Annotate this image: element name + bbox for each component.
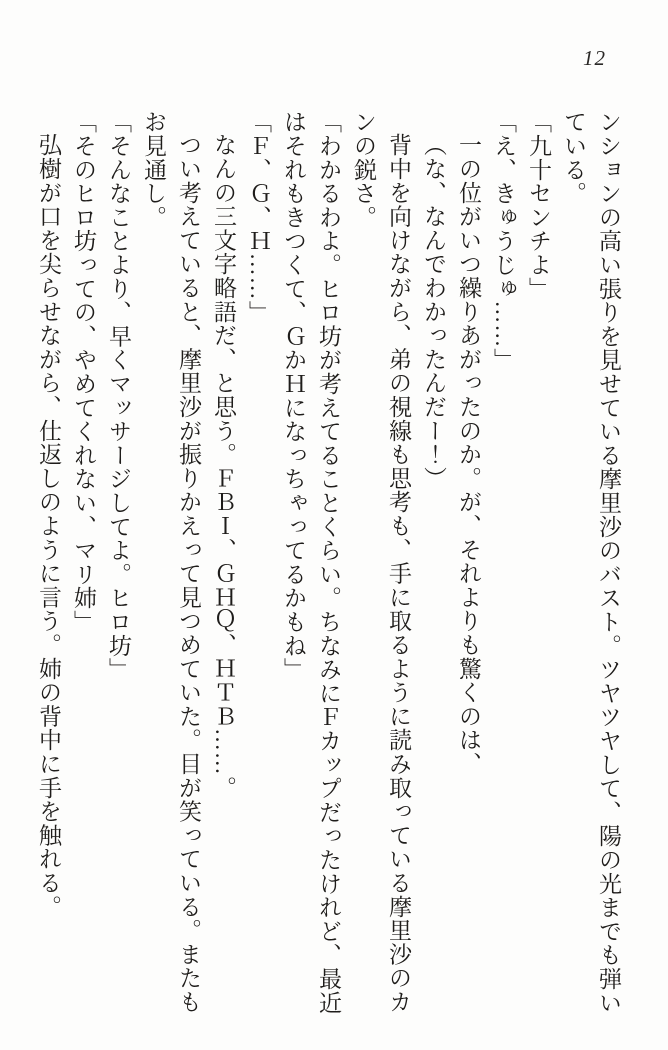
paragraph: 一の位がいつ繰りあがったのか。が、それよりも驚くのは、 [456, 133, 481, 776]
paragraph: 「九十センチよ」 [526, 110, 551, 301]
paragraph: 「Ｆ、Ｇ、Ｈ……」 [246, 110, 271, 325]
paragraph: 「そんなことより、早くマッサージしてよ。ヒロ坊」 [106, 110, 131, 682]
paragraph: ンションの高い張りを見せている摩里沙のバスト。ツヤツヤして、陽の光までも弾いている。 [561, 110, 621, 1015]
paragraph: 「わかるわよ。ヒロ坊が考えてることくらい。ちなみにＦカップだったけれど、最近はそれもきつくて、ＧかＨになっちゃってるかもね」 [281, 110, 341, 1015]
paragraph: 弘樹が口を尖らせながら、仕返しのように言う。姉の背中に手を触れる。 [36, 133, 61, 919]
paragraph: 「そのヒロ坊っての、やめてくれない、マリ姉」 [71, 110, 96, 634]
text-body [31, 110, 626, 1020]
paragraph: （な、なんでわかったんだー！） [421, 133, 446, 490]
page-number: 12 [583, 46, 606, 70]
paragraph: なんの三文字略語だ、と思う。ＦＢＩ、ＧＨＱ、ＨＴＢ……。 [211, 133, 236, 800]
paragraph: 「え、きゅうじゅ……」 [491, 110, 516, 372]
paragraph: つい考えていると、摩里沙が振りかえって見つめていた。目が笑っている。またもお見通し。 [141, 110, 201, 1014]
paragraph: 背中を向けながら、弟の視線も思考も、手に取るように読み取っている摩里沙のカンの鋭さ。 [351, 110, 411, 1014]
